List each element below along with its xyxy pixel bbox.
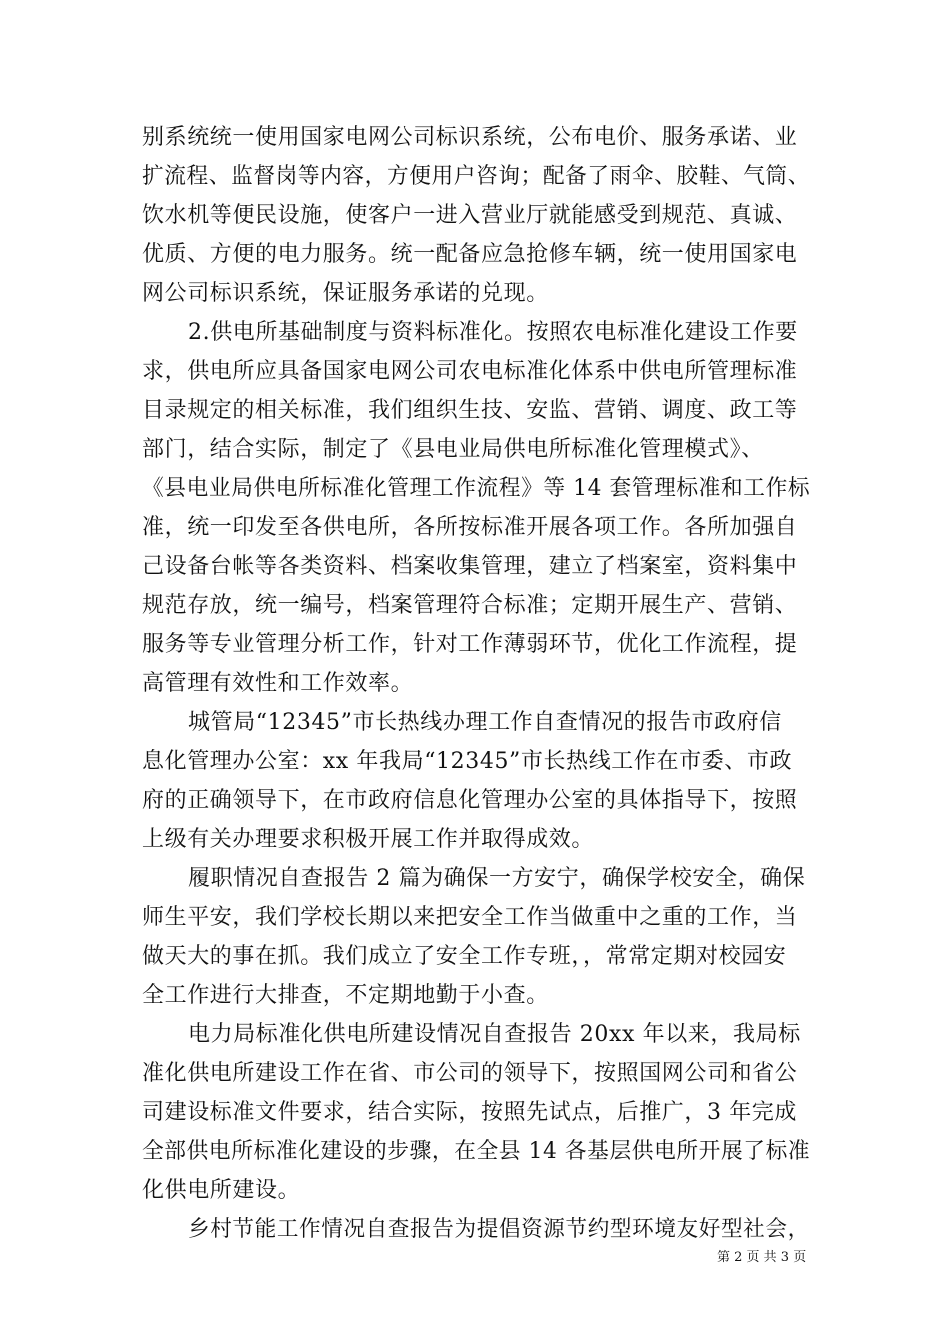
text-line: 优质、方便的电力服务。统一配备应急抢修车辆，统一使用国家电 <box>142 242 798 267</box>
paragraph-start-line: 城管局“12345”市长热线办理工作自查情况的报告市政府信 <box>188 710 782 735</box>
paragraph-start-line: 乡村节能工作情况自查报告为提倡资源节约型环境友好型社会， <box>188 1217 810 1242</box>
text-line: 准化供电所建设工作在省、市公司的领导下，按照国网公司和省公 <box>142 1061 798 1086</box>
text-line: 《县电业局供电所标准化管理工作流程》等 14 套管理标准和工作标 <box>142 476 811 501</box>
text-line: 司建设标准文件要求，结合实际，按照先试点，后推广，3 年完成 <box>142 1100 797 1125</box>
text-line: 别系统统一使用国家电网公司标识系统，公布电价、服务承诺、业 <box>142 125 798 150</box>
text-line: 饮水机等便民设施，使客户一进入营业厅就能感受到规范、真诚、 <box>142 203 798 228</box>
text-line: 化供电所建设。 <box>142 1178 301 1203</box>
text-line: 师生平安，我们学校长期以来把安全工作当做重中之重的工作，当 <box>142 905 798 930</box>
text-line: 做天大的事在抓。我们成立了安全工作专班，，常常定期对校园安 <box>142 944 787 969</box>
text-line: 网公司标识系统，保证服务承诺的兑现。 <box>142 281 549 306</box>
page-number: 第 2 页 共 3 页 <box>717 1250 807 1265</box>
text-line: 府的正确领导下，在市政府信息化管理办公室的具体指导下，按照 <box>142 788 798 813</box>
text-line: 目录规定的相关标准，我们组织生技、安监、营销、调度、政工等 <box>142 398 798 423</box>
text-line: 息化管理办公室：xx 年我局“12345”市长热线工作在市委、市政 <box>142 749 793 774</box>
text-line: 规范存放，统一编号，档案管理符合标准；定期开展生产、营销、 <box>142 593 798 618</box>
text-line: 准，统一印发至各供电所，各所按标准开展各项工作。各所加强自 <box>142 515 798 540</box>
text-line: 求，供电所应具备国家电网公司农电标准化体系中供电所管理标准 <box>142 359 798 384</box>
text-line: 扩流程、监督岗等内容，方便用户咨询；配备了雨伞、胶鞋、气筒、 <box>142 164 811 189</box>
text-line: 高管理有效性和工作效率。 <box>142 671 414 696</box>
paragraph-start-line: 电力局标准化供电所建设情况自查报告 20xx 年以来，我局标 <box>188 1022 801 1047</box>
text-line: 全部供电所标准化建设的步骤，在全县 14 各基层供电所开展了标准 <box>142 1139 811 1164</box>
text-line: 部门，结合实际，制定了《县电业局供电所标准化管理模式》、 <box>142 437 764 462</box>
text-line: 服务等专业管理分析工作，针对工作薄弱环节，优化工作流程，提 <box>142 632 798 657</box>
text-line: 上级有关办理要求积极开展工作并取得成效。 <box>142 827 595 852</box>
text-line: 全工作进行大排查，不定期地勤于小查。 <box>142 983 549 1008</box>
paragraph-start-line: 履职情况自查报告 2 篇为确保一方安宁，确保学校安全，确保 <box>188 866 806 891</box>
paragraph-start-line: 2.供电所基础制度与资料标准化。按照农电标准化建设工作要 <box>188 320 798 345</box>
text-line: 己设备台帐等各类资料、档案收集管理，建立了档案室，资料集中 <box>142 554 798 579</box>
